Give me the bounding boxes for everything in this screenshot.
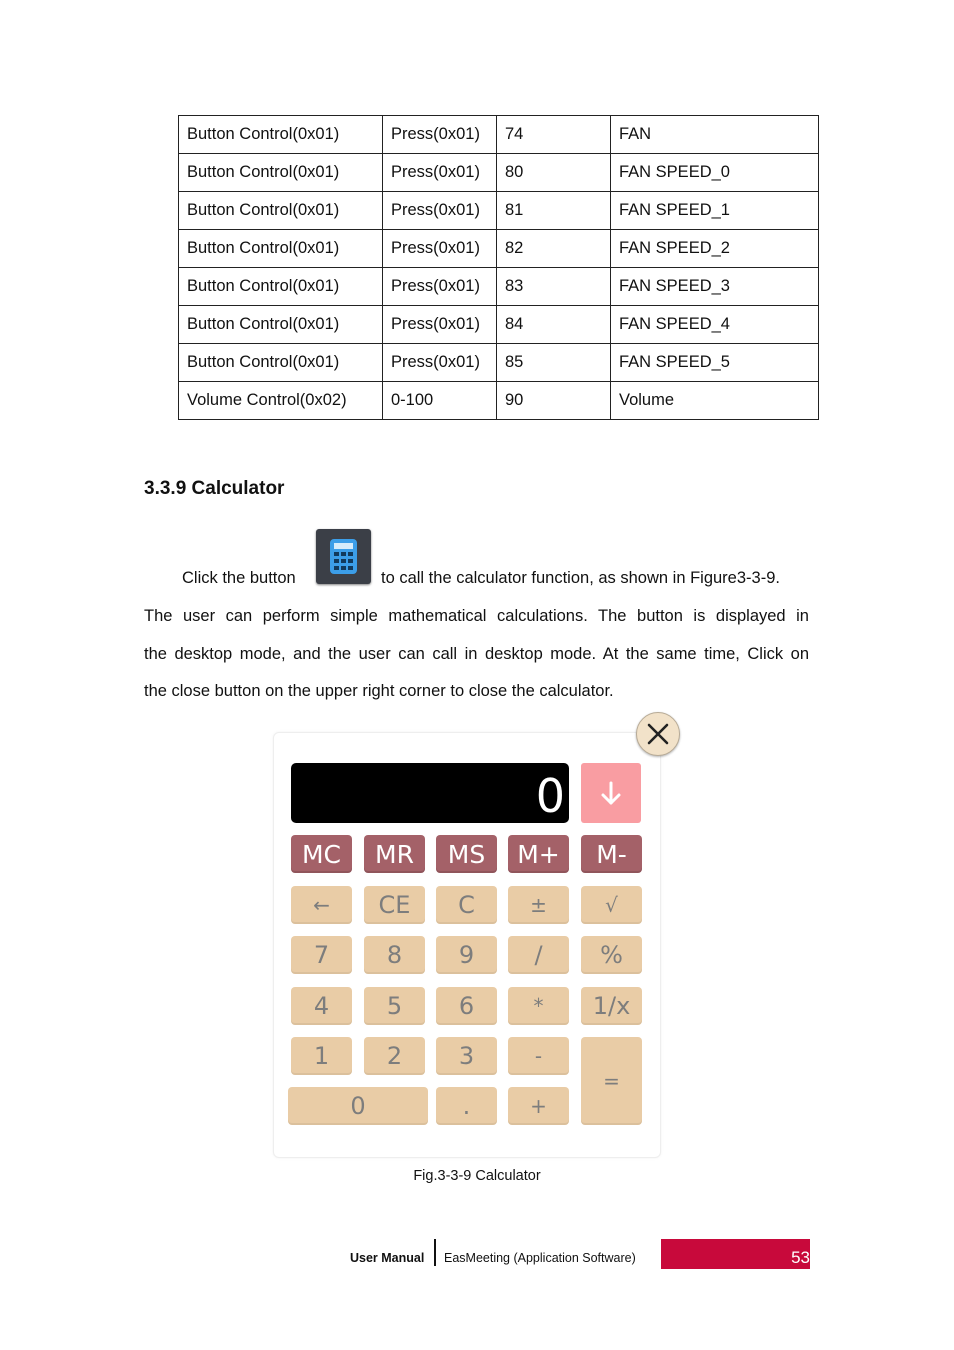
table-cell: FAN SPEED_3 <box>611 268 819 306</box>
key-ce[interactable]: CE <box>364 886 425 924</box>
footer-divider <box>434 1239 436 1266</box>
key-7[interactable]: 7 <box>291 936 352 974</box>
table-cell: Button Control(0x01) <box>179 230 383 268</box>
table-cell: Button Control(0x01) <box>179 306 383 344</box>
table-cell: Press(0x01) <box>383 344 497 382</box>
table-cell: 81 <box>497 192 611 230</box>
table-row <box>179 344 819 382</box>
table-cell: Button Control(0x01) <box>179 116 383 154</box>
table-cell: Press(0x01) <box>383 192 497 230</box>
key-6[interactable]: 6 <box>436 987 497 1025</box>
table-cell: Press(0x01) <box>383 116 497 154</box>
table-row <box>179 116 819 154</box>
table-row <box>179 268 819 306</box>
key-plus[interactable]: + <box>508 1087 569 1125</box>
key-multiply[interactable]: * <box>508 987 569 1025</box>
key-mc[interactable]: MC <box>291 835 352 873</box>
table-cell: Volume Control(0x02) <box>179 382 383 420</box>
table-cell: 83 <box>497 268 611 306</box>
table-cell: FAN SPEED_1 <box>611 192 819 230</box>
table-row <box>179 382 819 420</box>
key-4[interactable]: 4 <box>291 987 352 1025</box>
key-decimal[interactable]: . <box>436 1087 497 1125</box>
footer-product-label: EasMeeting (Application Software) <box>444 1251 636 1265</box>
key-1[interactable]: 1 <box>291 1037 352 1075</box>
calculator-icon[interactable] <box>316 529 371 584</box>
table-cell: FAN <box>611 116 819 154</box>
key-c[interactable]: C <box>436 886 497 924</box>
table-cell: FAN SPEED_0 <box>611 154 819 192</box>
table-row <box>179 230 819 268</box>
table-cell: 90 <box>497 382 611 420</box>
page-number: 53 <box>661 1239 810 1269</box>
key-sqrt[interactable]: √ <box>581 886 642 924</box>
calculator-display: 0 <box>291 763 569 823</box>
table-cell: FAN SPEED_5 <box>611 344 819 382</box>
close-button[interactable] <box>636 712 680 756</box>
key-minus[interactable]: - <box>508 1037 569 1075</box>
key-equals[interactable]: = <box>581 1037 642 1125</box>
table-cell: 80 <box>497 154 611 192</box>
close-icon <box>637 713 679 755</box>
table-row <box>179 306 819 344</box>
key-mr[interactable]: MR <box>364 835 425 873</box>
key-8[interactable]: 8 <box>364 936 425 974</box>
table-row <box>179 154 819 192</box>
key-backspace[interactable]: ← <box>291 886 352 924</box>
collapse-button[interactable] <box>581 763 641 823</box>
table-cell: Button Control(0x01) <box>179 154 383 192</box>
paragraph-line-2: The user can perform simple mathematical calculations. The button is displayed in <box>144 607 809 625</box>
table-cell: Button Control(0x01) <box>179 268 383 306</box>
figure-caption: Fig.3-3-9 Calculator <box>413 1168 541 1184</box>
key-ms[interactable]: MS <box>436 835 497 873</box>
paragraph-line-3: the desktop mode, and the user can call in desktop mode. At the same time, Click on <box>144 645 809 663</box>
paragraph-text: Click the button <box>182 569 296 587</box>
table-cell: Press(0x01) <box>383 230 497 268</box>
key-divide[interactable]: / <box>508 936 569 974</box>
table-cell: 0-100 <box>383 382 497 420</box>
key-0[interactable]: 0 <box>288 1087 428 1125</box>
table-cell: Volume <box>611 382 819 420</box>
key-5[interactable]: 5 <box>364 987 425 1025</box>
table-cell: Press(0x01) <box>383 268 497 306</box>
section-heading: 3.3.9 Calculator <box>144 478 285 499</box>
table-cell: 85 <box>497 344 611 382</box>
table-cell: FAN SPEED_4 <box>611 306 819 344</box>
table-row <box>179 192 819 230</box>
key-m-plus[interactable]: M+ <box>508 835 569 873</box>
footer-manual-label: User Manual <box>350 1251 425 1265</box>
key-3[interactable]: 3 <box>436 1037 497 1075</box>
paragraph-text: to call the calculator function, as shown in Figure3-3-9. <box>381 569 780 587</box>
key-reciprocal[interactable]: 1/x <box>581 987 642 1025</box>
table-cell: Button Control(0x01) <box>179 344 383 382</box>
key-9[interactable]: 9 <box>436 936 497 974</box>
table-cell: Button Control(0x01) <box>179 192 383 230</box>
key-plus-minus[interactable]: ± <box>508 886 569 924</box>
command-table <box>178 115 819 420</box>
table-cell: FAN SPEED_2 <box>611 230 819 268</box>
table-cell: 84 <box>497 306 611 344</box>
key-m-minus[interactable]: M- <box>581 835 642 873</box>
arrow-down-icon <box>581 763 641 823</box>
table-cell: 82 <box>497 230 611 268</box>
key-percent[interactable]: % <box>581 936 642 974</box>
table-cell: Press(0x01) <box>383 306 497 344</box>
table-cell: Press(0x01) <box>383 154 497 192</box>
table-cell: 74 <box>497 116 611 154</box>
key-2[interactable]: 2 <box>364 1037 425 1075</box>
paragraph-line-4: the close button on the upper right corner to close the calculator. <box>144 682 614 700</box>
